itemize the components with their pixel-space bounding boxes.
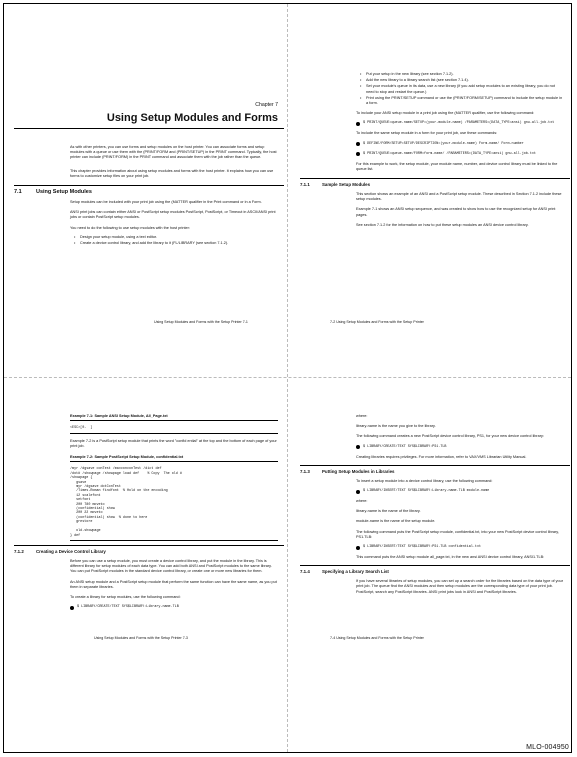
command-line: $ LIBRARY/INSERT/TEXT SYS$LIBRARY:PS1.TLB confidential.txt: [356, 545, 564, 550]
paragraph: where:: [356, 414, 368, 418]
step-bullet-icon: [356, 445, 360, 449]
section-title: Using Setup Modules: [36, 189, 92, 196]
steps-list: [74, 235, 278, 246]
section-rule: [14, 185, 284, 186]
example-title: Example 7-2: Sample PostScript Setup Module, confidential.txt: [70, 455, 184, 460]
subsection-rule: [14, 545, 284, 546]
command-line: $ DEFINE/FORM/SETUP=SETUP/DESCRIPTION=(your-module-name) Form-name/ Form-number: [356, 142, 564, 147]
intro-paragraph: As with other printers, you can use forms and setup modules on the host printer. You can associate forms and setup modules with a queue or use them with the (PRINT/FORM and (PRINT/SETUP) in the PRINT command. Typically, the host printer can include (PRINT/FORM) in the PRINT command and associate them with the job rather than the queue.: [70, 145, 277, 160]
section-number: 7.1: [14, 189, 22, 196]
section-paragraph-3: You need to do the following to use setup modules with the host printer:: [70, 225, 190, 230]
subsection-heading: [300, 182, 570, 187]
subsection-rule: [300, 178, 570, 179]
step-bullet-icon: [356, 490, 360, 494]
list-item: • Design your setup module, using a text editor.: [74, 235, 278, 240]
list-item: • Create a device control library, and add the library to it (FL/LIBRARY (see section 7.1.2).: [74, 241, 278, 246]
steps-list-continued: [360, 72, 564, 106]
paragraph: Example 7-2 is a PostScript setup module that prints the word "confid ential" at the top and the bottom of each page of your print job.: [70, 439, 277, 449]
paragraph: where:: [356, 499, 368, 504]
subsection-title: Specifying a Library Search List: [322, 569, 389, 575]
list-item: • Add the new library to a library search list (see section 7.1.4).: [360, 78, 564, 83]
subsection-heading: [300, 569, 570, 574]
paragraph: If you have several libraries of setup modules, you can set up a search order for the libraries based on the data type of your print job. The queue find the ANSI modules and then setup modules are the corresponding data type of your print job. PostScript, search any PostScript libraries. ANSI print jobs look in ANSI and PostScript libraries.: [356, 579, 564, 594]
page-footer: 7-2 Using Setup Modules and Forms with the Setup Printer: [330, 320, 424, 324]
paragraph: To include your ANSI setup module in a print job using the (MATTER qualifier, use the following command:: [356, 111, 535, 116]
chapter-title: Using Setup Modules and Forms: [106, 112, 278, 124]
paragraph: For this example to work, the setup module, your module name, number, and device control library must be linked to the queue list.: [356, 161, 558, 171]
paragraph: The following command creates a new PostScript device control library, PS1, for your new device control library:: [356, 434, 544, 439]
step-bullet-icon: [356, 122, 360, 126]
command-line: $ PRINT/QUEUE=queue-name/FORM=form-name/ /PARAMETERS=(DATA_TYPE=ansi) gnu-all.job.txt: [356, 152, 564, 157]
subsection-heading: [300, 469, 570, 474]
paragraph: To include the same setup module in a form for your print job, use these commands:: [356, 131, 498, 136]
subsection-rule: [300, 465, 570, 466]
paragraph: Example 7-1 shows an ANSI setup sequence, and was created to show how to use the recognized setup for ANSI print pages.: [356, 207, 556, 217]
step-bullet-icon: [70, 606, 74, 610]
page-7-4: [300, 384, 570, 684]
chapter-rule: [14, 128, 284, 129]
section-paragraph-2: ANSI print jobs can contain either ANSI or PostScript setup modules PostScript, PostScript, or Timeout in ASCII/ANSI print jobs or contain PostScript setup modules.: [70, 210, 276, 220]
list-item: • Put your setup in the new library (see section 7.1.2).: [360, 72, 564, 77]
section-paragraph-1: Setup modules can be included with your print job using the (MATTER qualifier in the Print command or in a Form.: [70, 200, 262, 205]
paragraph: Creating libraries requires privileges. For more information, refer to VAX/VMS Librarian Utility Manual.: [356, 454, 527, 459]
paragraph: library-name is the name you give to the library.: [356, 424, 436, 429]
page-7-2: [300, 10, 570, 370]
subsection-title: Putting Setup Modules in Libraries: [322, 468, 395, 474]
section-heading: [14, 189, 284, 195]
paragraph: library-name is the name of the library.: [356, 509, 421, 514]
chapter-label: Chapter 7: [255, 102, 278, 108]
step-bullet-icon: [356, 152, 360, 156]
subsection-rule: [300, 565, 570, 566]
paragraph: To create a library for setup modules, use the following command:: [70, 594, 181, 599]
subsection-title: Sample Setup Modules: [322, 182, 371, 188]
vertical-page-divider: [287, 4, 288, 752]
command-line: $ LIBRARY/CREATE/TEXT SYS$LIBRARY:Library-name.TLB: [70, 605, 278, 610]
step-bullet-icon: [356, 142, 360, 146]
document-id: MLO-004950: [526, 744, 569, 751]
example-rule: [70, 433, 278, 434]
list-item: • Set your module's queue in its data, use a new library (if you add setup modules to an existing library, you do not need to stop and restart the queue.): [360, 84, 564, 94]
step-bullet-icon: [356, 546, 360, 550]
paragraph: This section shows an example of an ANSI and a PostScript setup module. These described in Section 7.1.2 include these setup modules.: [356, 192, 562, 202]
paragraph: An ANSI setup module and a PostScript setup module that perform the same function can have the same name, as you put them in separate libraries.: [70, 579, 277, 589]
paragraph: Before you can use a setup module, you must create a device control library, and put the module in the library. This is different library for setup modules of each data type. You can add both ANSI and PostScript modules to the same library. You can put PostScript modules in the standard device control library, or create one or more new libraries for them.: [70, 558, 272, 574]
subsection-number: 7.1.4: [300, 569, 310, 575]
paragraph: To insert a setup module into a device control library, use the following command:: [356, 478, 493, 483]
paragraph: module-name is the name of the setup module.: [356, 519, 436, 524]
page-footer: 7-4 Using Setup Modules and Forms with the Setup Printer: [330, 636, 424, 640]
paragraph: The following command puts the PostScript setup module, confidential.txt, into your new PostScript device control library, PS1.TLB:: [356, 529, 559, 539]
code-block: <ESC>[0- ]: [70, 426, 93, 430]
intro-paragraph-2: This chapter provides information about using setup modules and forms with the host printer. It explains how you can use forms to customize setup files on your print job.: [70, 168, 274, 178]
subsection-heading: [14, 549, 284, 554]
subsection-title: Creating a Device Control Library: [36, 548, 106, 554]
example-title: Example 7-1: Sample ANSI Setup Module, All_Page.txt: [70, 414, 168, 418]
subsection-number: 7.1.2: [14, 548, 24, 554]
horizontal-page-divider: [4, 377, 571, 378]
paragraph: This command puts the ANSI setup module all_page.txt, in the new ansi ANSI device control library, ANSI1.TLB:: [356, 555, 545, 560]
list-item: • Print using the PRINT/SETUP command or use the (PRINT/FORM/SETUP) command to include the setup module in a form.: [360, 96, 564, 106]
page-footer: Using Setup Modules and Forms with the Setup Printer 7-3: [94, 636, 188, 640]
paragraph: See section 7.1.2 for the information on how to put these setup modules an ANSI device control library.: [356, 222, 529, 227]
page-7-1: [14, 10, 284, 370]
command-line: $ PRINT/QUEUE=queue-name/SETUP=(your-module-name) /PARAMETERS=(DATA_TYPE=ansi) gnu-all.job.txt: [356, 121, 564, 126]
code-block: /myr /dgsave conTest /maxconconTest /dict def /dot# /showpage /showpage load def % Copy The old # /showpage { gsave myr /dgsave dotConTest /Times-Roman findfont % Hold on the encoding 12 scalefont setfont 200 780 moveto (confidential) show 200 22 moveto (confidential) show % done to here grestore old-showpage } def: [70, 467, 182, 538]
page-footer: Using Setup Modules and Forms with the Setup Printer 7-1: [154, 320, 248, 324]
example-rule: [70, 540, 278, 541]
subsection-number: 7.1.1: [300, 182, 310, 188]
example-rule: [70, 420, 278, 421]
command-line: $ LIBRARY/INSERT/TEXT SYS$LIBRARY:Library-name.TLB module-name: [356, 489, 564, 494]
document-sheet: [3, 3, 572, 753]
subsection-number: 7.1.3: [300, 468, 310, 474]
command-line: $ LIBRARY/CREATE/TEXT SYS$LIBRARY:PS1.TLB: [356, 445, 564, 450]
page-7-3: [14, 384, 284, 684]
example-rule: [70, 461, 278, 462]
